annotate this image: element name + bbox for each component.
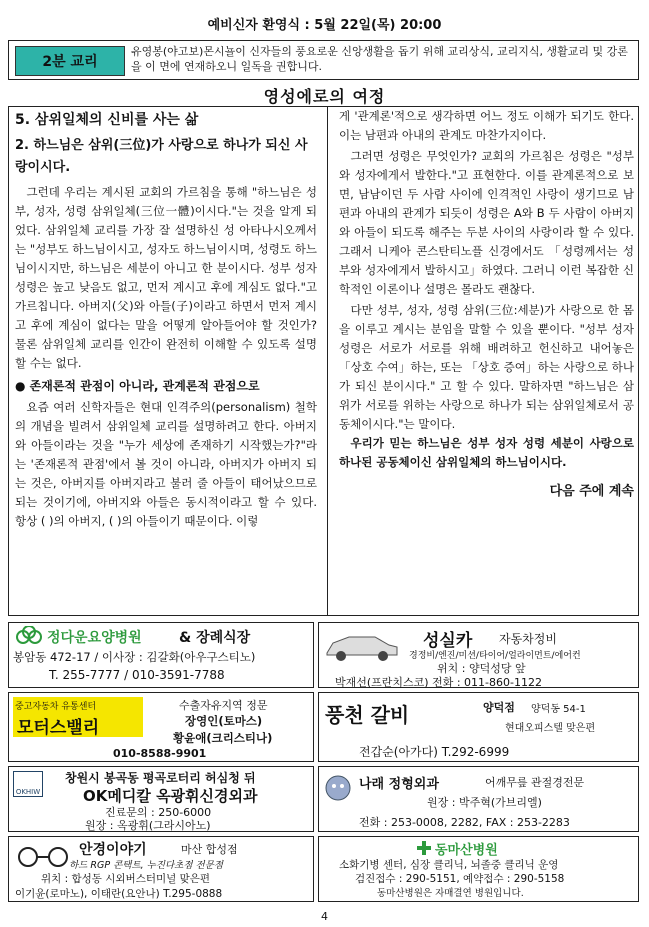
- ad-name: OK메디칼 옥광휘신경외과: [83, 787, 258, 805]
- ad-car-repair: [318, 622, 639, 688]
- ad-motors: [8, 692, 314, 762]
- page-number: 4: [321, 910, 328, 923]
- ad-line: 검진접수 : 290-5151, 예약접수 : 290-5158: [355, 873, 565, 885]
- ad-kind: 자동차정비: [499, 632, 557, 646]
- ad-nursing-hospital: [8, 622, 314, 688]
- ad-name: 정다운요양병원: [47, 630, 142, 646]
- ad-extra: & 장례식장: [179, 630, 251, 646]
- cross-icon: [417, 841, 431, 855]
- ad-line: T. 255-7777 / 010-3591-7788: [49, 668, 225, 682]
- ad-name: 모터스밸리: [17, 718, 100, 738]
- ad-line: 경정비/엔진/미션/타이어/얼라이먼트/에어컨: [409, 651, 581, 661]
- ad-name: 성실카: [423, 631, 473, 651]
- section-heading: 5. 삼위일체의 신비를 사는 삶: [15, 112, 199, 128]
- paragraph: 요즘 여러 신학자들은 현대 인격주의(personalism) 철학의 개념을 빌려서 삼위일체 교리를 설명하려고 한다. 아버지와 아들이라는 것을 "누가 세상에 존재하기 시작했는가?"라는 '존재론적 관점'에서 볼 것이 아니라, 아버지가 아버지 되는 것은, 아버지를 아버지라고 불러 줄 아들이 태어났으므로 되는 것이기에, 아버지와 아들은 동시적이라고 할 수 있다. 항상 ( )의 아버지, ( )의 아들이기 때문이다. 이렇: [15, 400, 317, 528]
- ad-line: 위치 : 합성동 시외버스터미널 맞은편: [41, 873, 211, 885]
- ad-name: 안경이야기: [79, 842, 147, 858]
- ad-line: 박재선(프란치스코) 전화 : 011-860-1122: [335, 676, 542, 689]
- paragraph: 그런데 우리는 계시된 교회의 가르침을 통해 "하느님은 성부, 성자, 성령 삼위일체(三位一體)이시다."는 것을 알게 되었다. 삼위일체 교리를 가장 잘 설명하신 성 아타나시오께서는 "성부도 하느님이시고, 성자도 하느님이시며, 성령도 하느님이시지만, 하느님은 세분이 아니고 한 분이시다. 성부 성자 성령은 높고 낮음도 없고, 먼저 계시고 후에 계심도 없다."고 가르칩니다. 아버지(父)와 아들(子)이라고 하면서 먼저 계시고 후에 계심이 없다는 말을 어떻게 알아들어야 할 것인가? 물론 삼위일체 교리를 인간이 완전히 이해할 수 있도록 설명할 수는 없다.: [15, 185, 317, 370]
- hospital-logo: OKHIW: [13, 771, 43, 797]
- bullet-heading: ● 존재론적 관점이 아니라, 관계론적 관점으로: [15, 379, 260, 393]
- ad-line: 봉암동 472-17 / 이사장 : 김갈화(아우구스티노): [13, 650, 256, 664]
- article-box: [8, 106, 639, 616]
- ad-name: 나래 정형외과: [359, 777, 439, 792]
- event-header: 예비신자 환영식 : 5월 22일(목) 20:00: [207, 18, 442, 33]
- ad-neurosurgery: [8, 766, 314, 832]
- intro-badge: 2분 교리: [15, 46, 125, 76]
- column-divider: [327, 107, 328, 615]
- ad-line: 전갑순(아가다) T.292-6999: [359, 745, 510, 759]
- ad-tag: 중고자동차 유통센터: [15, 702, 97, 712]
- ad-line: 창원시 봉곡동 평곡로터리 허심청 뒤: [65, 771, 256, 785]
- ad-addr: 양덕동 54-1: [531, 704, 586, 715]
- ad-line: 수출자유지역 정문: [179, 699, 268, 712]
- ad-line: 전화 : 253-0008, 2282, FAX : 253-2283: [359, 816, 570, 829]
- ad-line: 장영인(토마스): [185, 714, 263, 728]
- paragraph: 그러면 성령은 무엇인가? 교회의 가르침은 성령은 "성부와 성자에게서 발한다."고 표현한다. 이를 관계론적으로 보면, 남남이던 두 사람 사이에 인격적인 사랑이 생기므로 남편과 아내의 관계가 되듯이 성령은 A와 B 두 사람이 아버지와 아들이 되도록 해주는 두분 사이의 사랑이라 할 수 있다. 그래서 니케아 콘스탄티노플 신경에서도 「성령께서는 성부와 성자에게서 발하시고」하였다. 그러니 이런 복잡한 신학적인 이론이나 설명은 몰라도 괜찮다.: [339, 149, 634, 296]
- continued-note: 다음 주에 계속: [549, 484, 634, 499]
- ad-line: 진료문의 : 250-6000: [105, 806, 212, 819]
- ad-name: 풍천 갈비: [325, 703, 410, 727]
- mascot-icon: [323, 773, 353, 803]
- ad-line: 동마산병원은 자매결연 병원입니다.: [377, 888, 524, 899]
- right-column: [339, 107, 634, 499]
- ad-line: 이기윤(로마노), 이태란(요안나) T.295-0888: [15, 888, 223, 900]
- ad-line: 위치 : 양덕성당 앞: [437, 662, 526, 675]
- ad-line: 원장 : 옥광휘(그라시아노): [85, 819, 211, 832]
- ad-name: 동마산병원: [435, 843, 498, 858]
- car-icon: [323, 629, 401, 663]
- page-title: 영성에로의 여정: [263, 87, 386, 106]
- ad-optician: [8, 836, 314, 902]
- ad-note: 현대오피스텔 맞은편: [505, 723, 596, 734]
- ad-galbi: [318, 692, 639, 762]
- ad-dongmasan-hospital: [318, 836, 639, 902]
- ad-line: 하드 RGP 콘택트, 누진다초점 전문점: [69, 860, 224, 871]
- ad-line: 원장 : 박주혁(가브리엘): [427, 796, 542, 809]
- conclusion: 우리가 믿는 하느님은 성부 성자 성령 세분이 사랑으로 하나된 공동체이신 삼위일체의 하느님이시다.: [339, 436, 634, 469]
- ad-line: 황윤애(크리스티나): [173, 731, 273, 745]
- intro-text: 유영봉(야고보)몬시뇰이 신자들의 풍요로운 신앙생활을 돕기 위해 교리상식, 교리지식, 생활교리 및 강론을 이 면에 연재하오니 일독을 권합니다.: [131, 45, 628, 73]
- ad-desc: 어깨무릎 관절경전문: [485, 776, 585, 789]
- clover-icon: [13, 626, 45, 648]
- ad-orthopedic: [318, 766, 639, 832]
- left-column: [15, 107, 317, 531]
- ad-branch: 마산 합성점: [181, 843, 238, 856]
- glasses-icon: [13, 845, 75, 869]
- sub-heading: 2. 하느님은 삼위(三位)가 사랑으로 하나가 되신 사랑이시다.: [15, 138, 308, 175]
- ad-branch: 양덕점: [483, 701, 515, 714]
- paragraph: 다만 성부, 성자, 성령 삼위(三位:세분)가 사랑으로 한 몸을 이루고 계시는 분임을 말할 수 있을 뿐이다. "성부 성자 성령은 서로가 서로를 위해 배려하고 헌신하고 내어놓은 「상호 수여」하는, 또는 「상호 증여」하는 사랑으로 하나가 되신 분이시다." 고 할 수 있다. 말하자면 "하느님은 삼위가 서로를 위하는 사랑으로 하나가 되는 삼위일체로서 공동체이시다."는 말이다.: [339, 303, 634, 431]
- intro-box: [8, 40, 639, 80]
- ad-line: 소화기병 센터, 심장 클리닉, 뇌졸중 클리닉 운영: [339, 859, 559, 871]
- paragraph: 게 '관계론'적으로 생각하면 어느 정도 이해가 되기도 한다. 이는 남편과 아내의 관계도 마찬가지이다.: [339, 109, 634, 142]
- ad-line: 010-8588-9901: [113, 747, 207, 760]
